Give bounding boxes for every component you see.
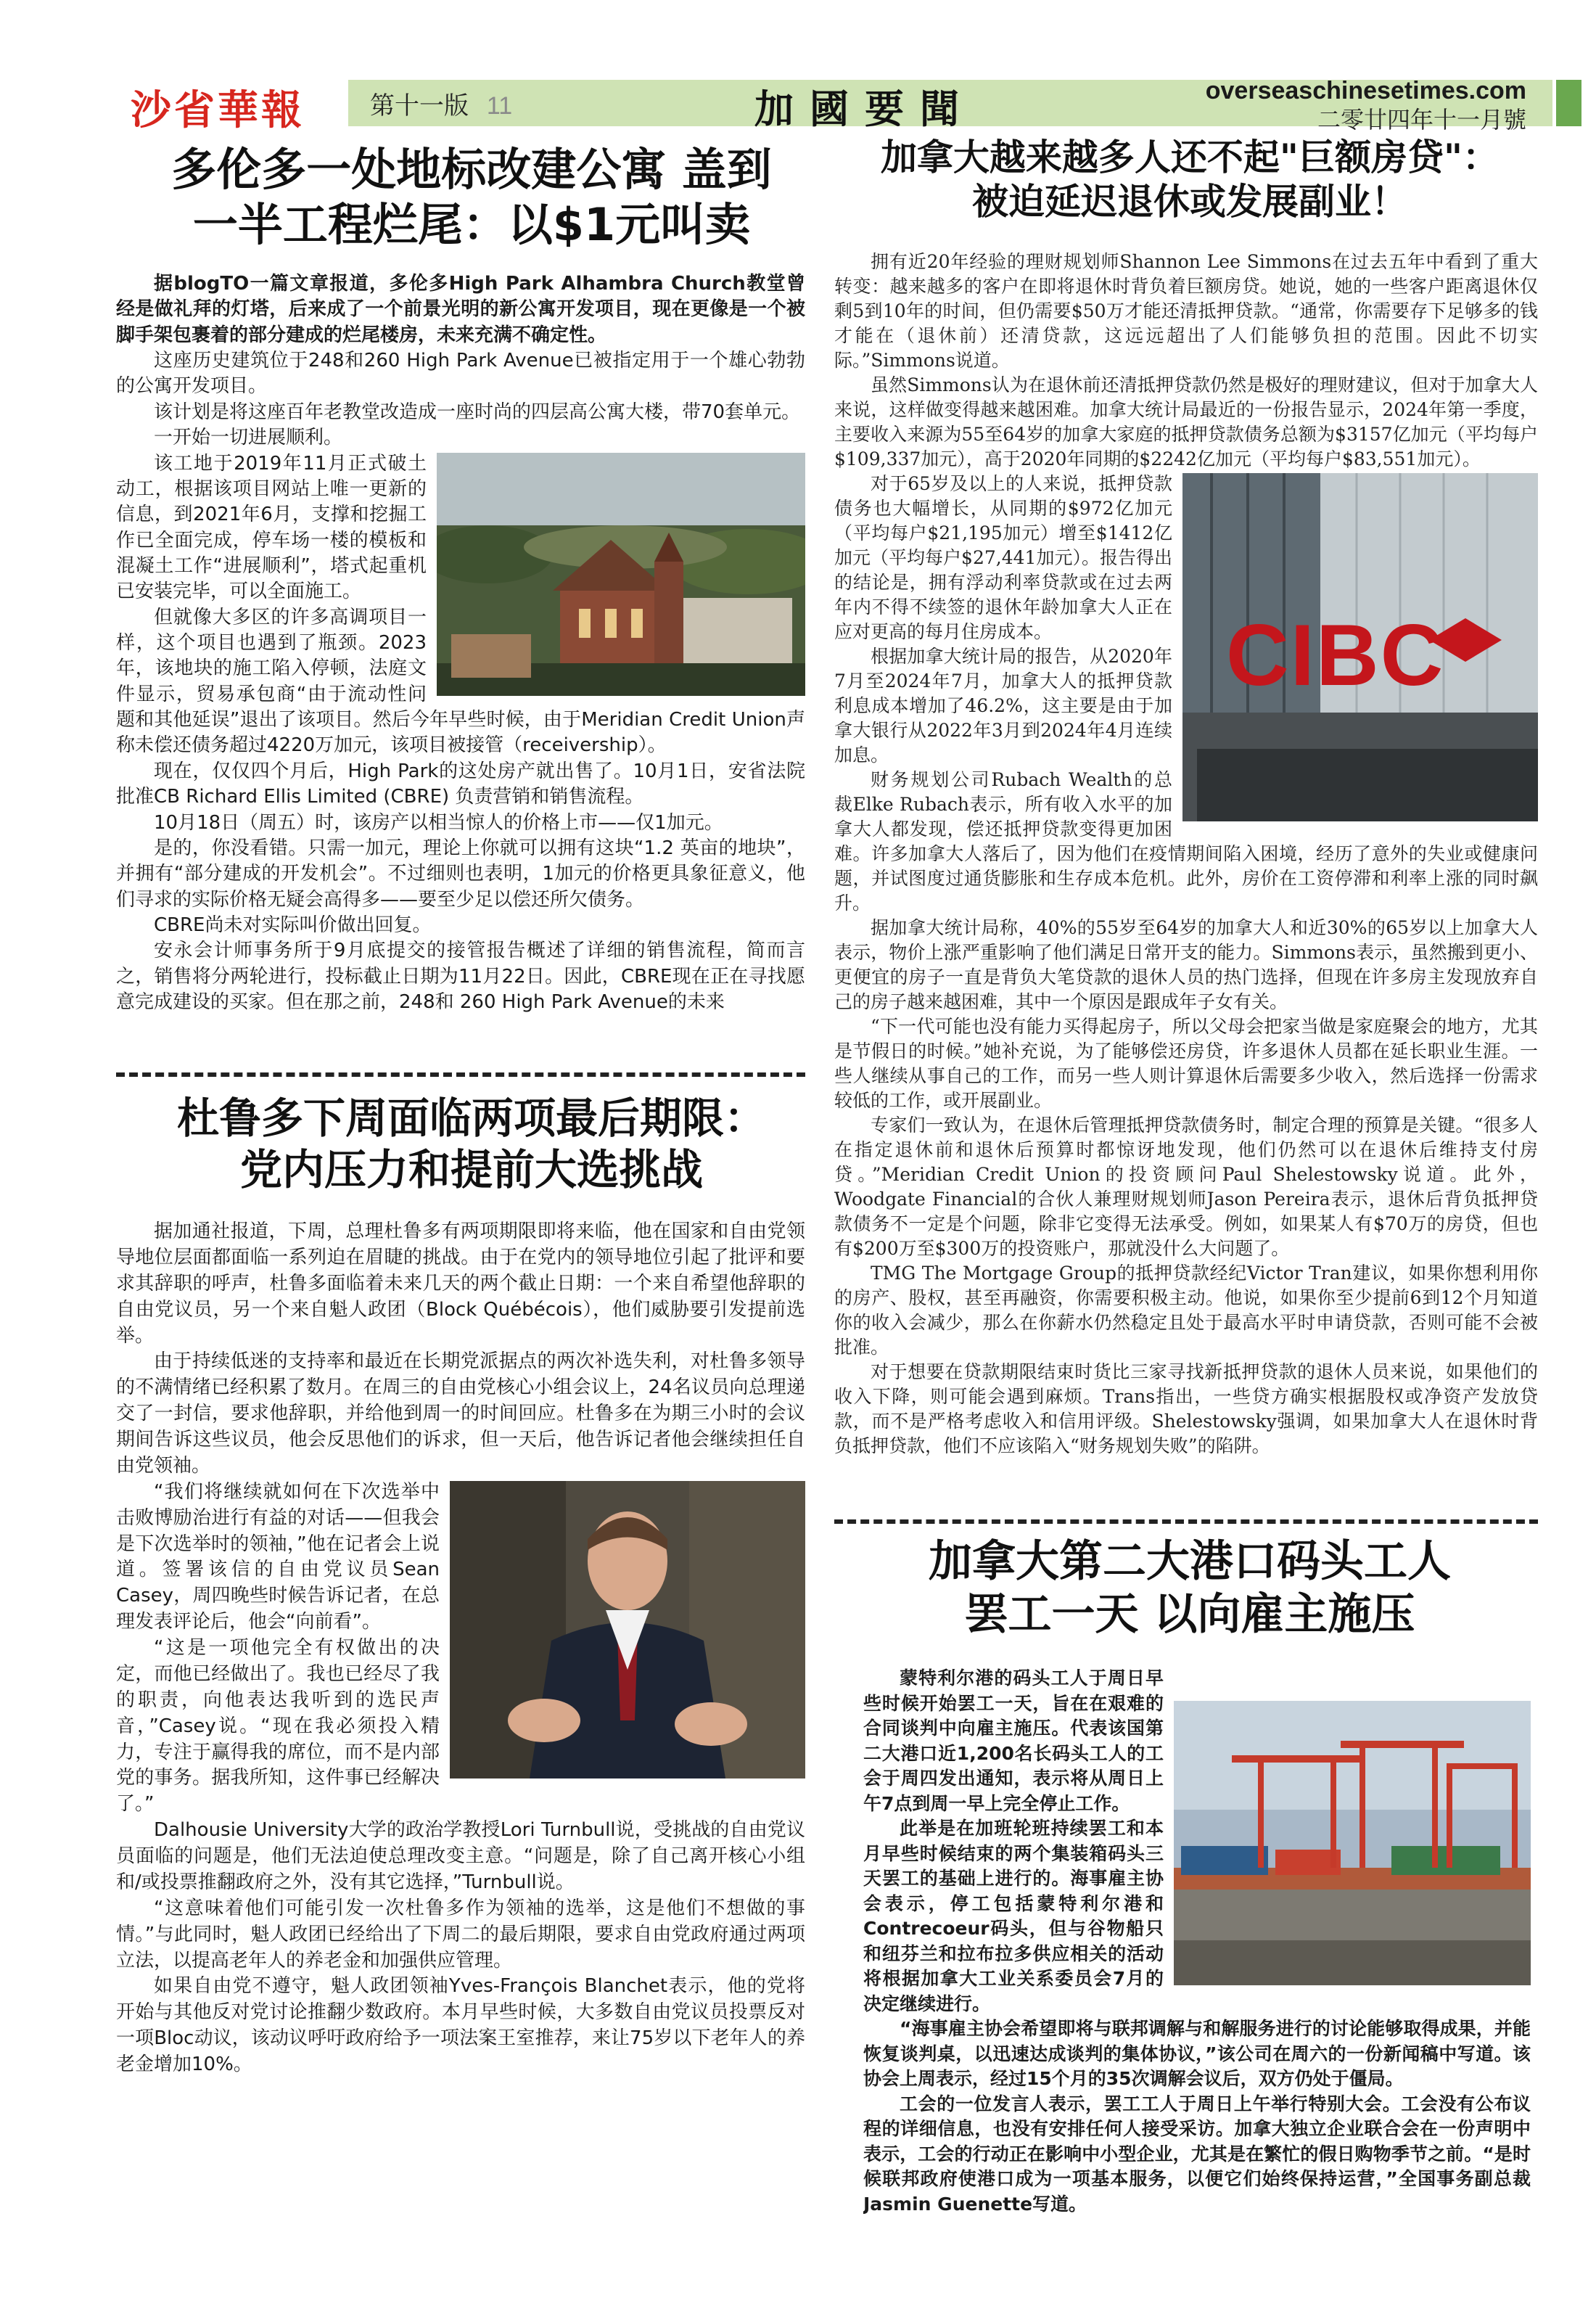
article1-p7: 10月18日（周五）时，该房产以相当惊人的价格上市——仅1加元。 <box>154 811 723 834</box>
article1-p3: 一开始一切进展顺利。 <box>154 427 343 449</box>
article1-p6: 现在，仅仅四个月后，High Park的这处房产就出售了。10月1日，安省法院批准CB Richard Ellis Limited (CBRE) 负责营销和销售流程。 <box>116 760 805 808</box>
side-strip <box>1556 80 1581 126</box>
article3-p1: 拥有近20年经验的理财规划师Shannon Lee Simmons在过去五年中看到了重大转变：越来越多的客户在即将退休时背负着巨额房贷。她说，她的一些客户距离退休仅剩5到10年的时间，但仍需要$50万才能还清抵押贷款。“通常，你需要存下足够多的钱才能在（退休前）还清贷款，这远远超出了人们能够负担的范围。因此不切实际。”Simmons说道。 <box>834 251 1538 371</box>
article3-body <box>834 250 1538 1505</box>
masthead-logo: 沙省華報 <box>109 77 326 138</box>
article2-p6: “这意味着他们可能引发一次杜鲁多作为领袖的选举，这是他们不想做的事情。”与此同时，魁人政团已经给出了下周二的最后期限，要求自由党政府通过两项立法，以提高老年人的养老金和加强供应管理。 <box>116 1897 805 1972</box>
article1-p10: 安永会计师事务所于9月底提交的接管报告概述了详细的销售流程，简而言之，销售将分两轮进行，投标截止日期为11月22日。因此，CBRE现在正在寻找愿意完成建设的买家。但在那之前，248和 260 High Park Avenue的未来 <box>116 940 805 1014</box>
article2-body <box>116 1219 805 2278</box>
site-url[interactable]: overseaschinesetimes.com <box>1205 77 1526 104</box>
article4-p3: “海事雇主协会希望即将与联邦调解与和解服务进行的讨论能够取得成果，并能恢复谈判桌，以迅速达成谈判的集体协议，”该公司在周六的一份新闻稿中写道。该协会上周表示，经过15个月的35次调解会议后，双方仍处于僵局。 <box>863 2018 1531 2089</box>
article3-p2: 虽然Simmons认为在退休前还清抵押贷款仍然是极好的理财建议，但对于加拿大人来说，这样做变得越来越困难。加拿大统计局最近的一份报告显示，2024年第一季度，主要收入来源为55至64岁的加拿大家庭的抵押贷款债务总额为$3157亿加元（平均每户$109,337加元），高于2020年同期的$2242亿加元（平均每户$83,551加元）。 <box>834 374 1538 469</box>
article1-lead: 据blogTO一篇文章报道，多伦多High Park Alhambra Church教堂曾经是做礼拜的灯塔，后来成了一个前景光明的新公寓开发项目，现在更像是一个被脚手架包裹着的部分建成的烂尾楼房，未来充满不确定性。 <box>116 273 805 346</box>
article1-divider <box>116 1072 805 1077</box>
article4-headline-line2: 罢工一天 以向雇主施压 <box>964 1589 1415 1641</box>
article1-p1: 这座历史建筑位于248和260 High Park Avenue已被指定用于一个雄心勃勃的公寓开发项目。 <box>116 350 805 398</box>
article2-p2: 由于持续低迷的支持率和最近在长期党派据点的两次补选失利，对杜鲁多领导的不满情绪已经积累了数月。在周三的自由党核心小组会议上，24名议员向总理递交了一封信，要求他辞职，并给他到周一的时间回应。杜鲁多在为期三小时的会议期间告诉这些议员，他会反思他们的诉求，但一天后，他告诉记者他会继续担任自由党领袖。 <box>116 1350 805 1477</box>
article4-headline <box>834 1535 1545 1641</box>
article3-p8: 专家们一致认为，在退休后管理抵押贷款债务时，制定合理的预算是关键。“很多人在指定退休前和退休后预算时都惊讶地发现，他们仍然可以在退休后维持支付房贷。”Meridian Credit Union的投资顾问Paul Shelestowsky说道。此外，Woodgate Financial的合伙人兼理财规划师Jason Pereira表示，退休后背负抵押贷款债务不一定是个问题，除非它变得无法承受。例如，如果某人有$70万的房贷，但也有$200万至$300万的投资账户，那就没什么大问题了。 <box>834 1115 1538 1259</box>
article4-p2: 此举是在加班轮班持续罢工和本月早些时候结束的两个集装箱码头三天罢工的基础上进行的。海事雇主协会表示，停工包括蒙特利尔港和Contrecoeur码头，但与谷物船只和纽芬兰和拉布拉多供应相关的活动将根据加拿大工业关系委员会7月的决定继续进行。 <box>863 1818 1164 2014</box>
article1-headline <box>109 142 834 252</box>
article4-p1: 蒙特利尔港的码头工人于周日早些时候开始罢工一天，旨在在艰难的合同谈判中向雇主施压。代表该国第二大港口近1,200名长码头工人的工会于周四发出通知，表示将从周日上午7点到周一早上完全停止工作。 <box>863 1667 1164 1814</box>
article3-p5: 财务规划公司Rubach Wealth的总裁Elke Rubach表示，所有收入水平的加拿大人都发现，偿还抵押贷款变得更加困难。许多加拿大人落后了，因为他们在疫情期间陷入困境，经历了意外的失业或健康问题，并试图度过通货膨胀和生存成本危机。此外，房价在工资停滞和利率上涨的同时飙升。 <box>834 769 1538 914</box>
article1-body <box>116 271 805 1041</box>
cibc-sign: CIBC <box>1226 607 1445 704</box>
port-photo <box>1174 1701 1531 1985</box>
article3-divider <box>834 1519 1538 1524</box>
article3-headline-line2: 被迫延迟退休或发展副业！ <box>972 180 1407 223</box>
section-title: 加國要聞 <box>754 86 975 132</box>
article1-p9: CBRE尚未对实际叫价做出回复。 <box>154 914 432 936</box>
trudeau-photo <box>450 1481 805 1778</box>
page-label <box>370 86 512 121</box>
article1-headline-line1: 多伦多一处地标改建公寓 盖到 <box>171 143 772 196</box>
article2-headline <box>109 1093 834 1196</box>
article2-p7: 如果自由党不遵守，魁人政团领袖Yves-François Blanchet表示，他的党将开始与其他反对党讨论推翻少数政府。本月早些时候，大多数自由党议员投票反对一项Bloc动议，该动议呼吁政府给予一项法案王室推荐，来让75岁以下老年人的养老金增加10%。 <box>116 1975 805 2075</box>
article3-p9: TMG The Mortgage Group的抵押贷款经纪Victor Tran建议，如果你想利用你的房产、股权，甚至再融资，你需要积极主动。他说，如果你至少提前6到12个月知道你的收入会减少，那么在你薪水仍然稳定且处于最高水平时申请贷款，否则可能不会被批准。 <box>834 1263 1538 1358</box>
page-label-text: 第十一版 <box>370 91 469 120</box>
article3-p10: 对于想要在贷款期限结束时货比三家寻找新抵押贷款的退休人员来说，如果他们的收入下降，则可能会遇到麻烦。Trans指出，一些贷方确实根据股权或净资产发放贷款，而不是严格考虑收入和信用评级。Shelestowsky强调，如果加拿大人在退休时背负抵押贷款，他们不应该陷入“财务规划失败”的陷阱。 <box>834 1361 1538 1456</box>
article3-p3: 对于65岁及以上的人来说，抵押贷款债务也大幅增长，从同期的$972亿加元（平均每户$21,195加元）增至$1412亿加元（平均每户$27,441加元）。报告得出的结论是，拥有浮动利率贷款或在过去两年内不得不续签的退休年龄加拿大人正在应对更高的每月住房成本。 <box>834 473 1172 642</box>
cibc-photo <box>1182 473 1538 821</box>
article2-p4: “这是一项他完全有权做出的决定，而他已经做出了。我也已经尽了我的职责，向他表达我听到的选民声音，”Casey说。“现在我必须投入精力，专注于赢得我的席位，而不是内部党的事务。据我所知，这件事已经解决了。” <box>116 1637 440 1815</box>
article2-headline-line2: 党内压力和提前大选挑战 <box>239 1144 703 1194</box>
article3-p4: 根据加拿大统计局的报告，从2020年7月至2024年7月，加拿大人的抵押贷款利息成本增加了46.2%，这主要是由于加拿大银行从2022年3月到2024年4月连续加息。 <box>834 646 1172 766</box>
article3-p6: 据加拿大统计局称，40%的55岁至64岁的加拿大人和近30%的65岁以上加拿大人表示，物价上涨严重影响了他们满足日常开支的能力。Simmons表示，虽然搬到更小、更便宜的房子一直是背负大笔贷款的退休人员的热门选择，但现在许多房主发现放弃自己的房子越来越困难，其中一个原因是跟成年子女有关。 <box>834 917 1538 1012</box>
article2-p5: Dalhousie University大学的政治学教授Lori Turnbull说，受挑战的自由党议员面临的问题是，他们无法迫使总理改变主意。“问题是，除了自己离开核心小组和/或投票推翻政府之外，没有其它选择，”Turnbull说。 <box>116 1819 805 1893</box>
church-photo <box>437 453 805 696</box>
article3-headline-line1: 加拿大越来越多人还不起"巨额房贷"： <box>880 136 1500 179</box>
article1-p5: 但就像大多区的许多高调项目一样，这个项目也遇到了瓶颈。2023年，该地块的施工陷入停顿，法庭文件显示，贸易承包商“由于流动性问题和其他延误”退出了该项目。然后今年早些时候，由于Meridian Credit Union声称未偿还债务超过4220万加元，该项目被接管（receivership）。 <box>116 606 805 757</box>
article1-p4: 该工地于2019年11月正式破土动工，根据该项目网站上唯一更新的信息，到2021年6月，支撑和挖掘工作已全面完成，停车场一楼的模板和混凝土工作“进展顺利”，塔式起重机已安装完毕，可以全面施工。 <box>116 452 427 603</box>
issue-date: 二零廿四年十一月號 <box>1317 106 1526 134</box>
article4-body <box>863 1666 1531 2290</box>
article4-p4: 工会的一位发言人表示，罢工工人于周日上午举行特别大会。工会没有公布议程的详细信息，也没有安排任何人接受采访。加拿大独立企业联合会在一份声明中表示，工会的行动正在影响中小型企业，尤其是在繁忙的假日购物季节之前。“是时候联邦政府使港口成为一项基本服务，以便它们始终保持运营，”全国事务副总裁Jasmin Guenette写道。 <box>863 2093 1531 2215</box>
article1-p8: 是的，你没看错。只需一加元，理论上你就可以拥有这块“1.2 英亩的地块”，并拥有“部分建成的开发机会”。不过细则也表明，1加元的价格更具象征意义，他们寻求的实际价格无疑会高得多——要至少足以偿还所欠债务。 <box>116 837 805 911</box>
article2-p1: 据加通社报道，下周，总理杜鲁多有两项期限即将来临，他在国家和自由党领导地位层面都面临一系列迫在眉睫的挑战。由于在党内的领导地位引起了批评和要求其辞职的呼声，杜鲁多面临着未来几天的两个截止日期：一个来自希望他辞职的自由党议员，另一个来自魁人政团（Block Québécois），他们威胁要引发提前选举。 <box>116 1220 805 1347</box>
article3-p7: “下一代可能也没有能力买得起房子，所以父母会把家当做是家庭聚会的地方，尤其是节假日的时候。”她补充说，为了能够偿还房贷，许多退休人员都在延长职业生涯。一些人继续从事自己的工作，而另一些人则计算退休后需要多少收入，然后选择一份需求较低的工作，或开展副业。 <box>834 1016 1538 1111</box>
article4-headline-line1: 加拿大第二大港口码头工人 <box>929 1536 1451 1587</box>
article2-p3: “我们将继续就如何在下次选举中击败博励治进行有益的对话——但我会是下次选举时的领袖，”他在记者会上说道。签署该信的自由党议员Sean Casey，周四晚些时候告诉记者，在总理发表评论后，他会“向前看”。 <box>116 1480 440 1633</box>
article1-headline-line2: 一半工程烂尾：以$1元叫卖 <box>192 197 751 251</box>
article1-p2: 该计划是将这座百年老教堂改造成一座时尚的四层高公寓大楼，带70套单元。 <box>154 401 801 423</box>
article2-headline-line1: 杜鲁多下周面临两项最后期限： <box>176 1094 766 1143</box>
article3-headline <box>834 135 1545 223</box>
page-number: 11 <box>486 92 513 120</box>
